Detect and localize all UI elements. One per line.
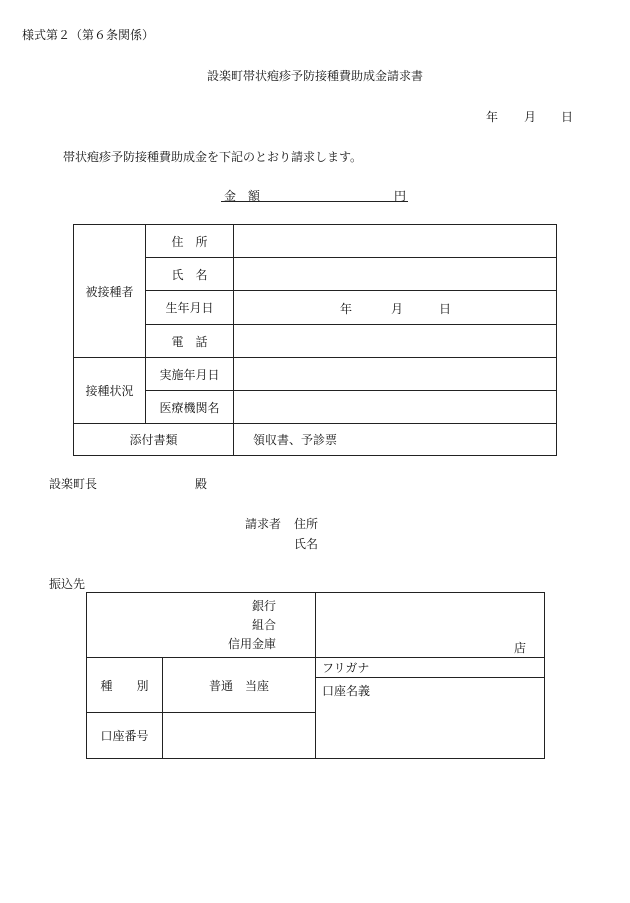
holder-label: 口座名義 bbox=[316, 678, 545, 759]
vaccination-date-field[interactable] bbox=[234, 358, 557, 391]
branch-cell[interactable] bbox=[316, 593, 545, 658]
account-type-label: 種 別 bbox=[87, 658, 163, 713]
furigana-label: フリガナ bbox=[316, 658, 545, 678]
birthdate-label: 生年月日 bbox=[146, 291, 234, 325]
form-title: 設楽町帯状疱疹予防接種費助成金請求書 bbox=[206, 69, 423, 83]
account-number-field[interactable] bbox=[163, 713, 316, 759]
attachment-value: 領収書、予診票 bbox=[234, 424, 557, 456]
date-year: 年 bbox=[486, 110, 499, 124]
institution-label: 医療機関名 bbox=[146, 391, 234, 424]
recipient-group-label: 被接種者 bbox=[74, 225, 146, 358]
addressee-honorific: 殿 bbox=[195, 477, 208, 491]
birthdate-day: 日 bbox=[439, 302, 452, 316]
account-type-value[interactable]: 普通 当座 bbox=[163, 658, 316, 713]
phone-label: 電 話 bbox=[146, 325, 234, 358]
addressee-name: 設楽町長 bbox=[49, 477, 98, 491]
name-label: 氏 名 bbox=[146, 258, 234, 291]
transfer-heading: 振込先 bbox=[49, 577, 86, 591]
info-table bbox=[73, 224, 557, 456]
address-label: 住 所 bbox=[146, 225, 234, 258]
claimant-label: 請求者 bbox=[245, 517, 282, 531]
date-month: 月 bbox=[524, 110, 537, 124]
bank-type-union: 組合 bbox=[252, 618, 277, 632]
claimant-name-label: 氏名 bbox=[294, 537, 319, 551]
form-number: 様式第２（第６条関係） bbox=[22, 28, 155, 42]
birthdate-year: 年 bbox=[340, 302, 353, 316]
claimant-address-label: 住所 bbox=[294, 517, 319, 531]
vaccination-group-label: 接種状況 bbox=[74, 358, 146, 424]
bank-type-cell[interactable] bbox=[87, 593, 316, 658]
branch-label: 店 bbox=[514, 641, 527, 655]
attachment-label: 添付書類 bbox=[74, 424, 234, 456]
amount-unit: 円 bbox=[394, 189, 407, 203]
phone-field[interactable] bbox=[234, 325, 557, 358]
name-field[interactable] bbox=[234, 258, 557, 291]
intro-text: 帯状疱疹予防接種費助成金を下記のとおり請求します。 bbox=[63, 150, 363, 164]
institution-field[interactable] bbox=[234, 391, 557, 424]
transfer-table bbox=[86, 592, 545, 759]
address-field[interactable] bbox=[234, 225, 557, 258]
bank-type-bank: 銀行 bbox=[252, 599, 277, 613]
amount-label: 金 額 bbox=[224, 189, 261, 203]
birthdate-field[interactable] bbox=[234, 291, 557, 325]
account-number-label: 口座番号 bbox=[87, 713, 163, 759]
vaccination-date-label: 実施年月日 bbox=[146, 358, 234, 391]
date-day: 日 bbox=[561, 110, 574, 124]
birthdate-month: 月 bbox=[391, 302, 404, 316]
bank-type-credit: 信用金庫 bbox=[228, 637, 277, 651]
